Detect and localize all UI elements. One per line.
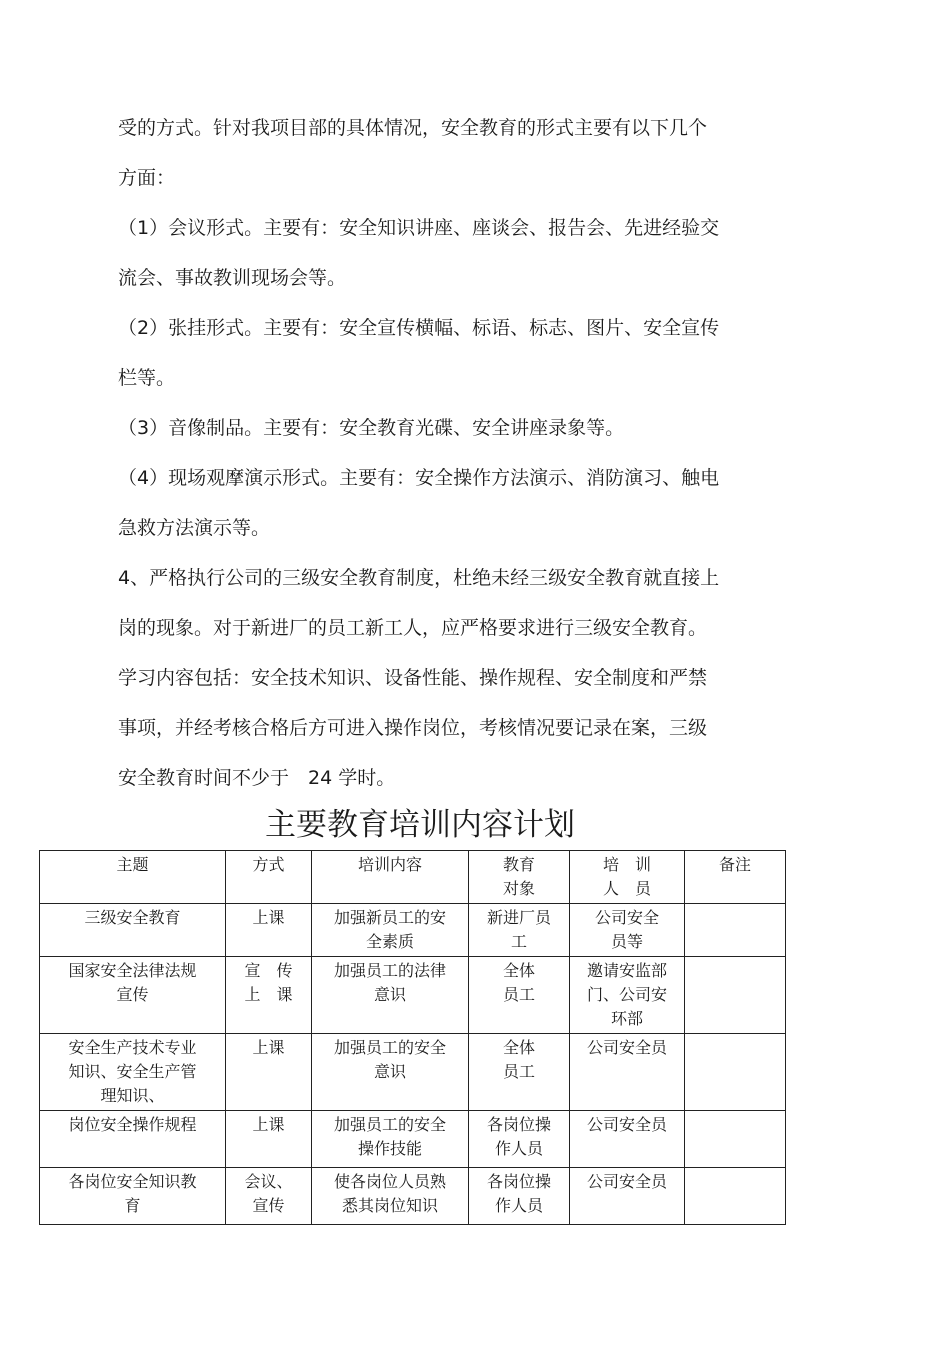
paragraph-line: 受的方式。针对我项目部的具体情况，安全教育的形式主要有以下几个 <box>118 117 708 139</box>
paragraph-line: （2）张挂形式。主要有：安全宣传横幅、标语、标志、图片、安全宣传 <box>118 317 720 339</box>
table-cell <box>685 1168 786 1225</box>
table-cell <box>685 957 786 1034</box>
table-cell: 新进厂员 工 <box>469 904 570 957</box>
paragraph-line: 方面： <box>118 167 176 189</box>
table-cell: 全体 员工 <box>469 1034 570 1111</box>
table-row <box>40 1111 786 1168</box>
table-cell: 加强员工的安全 操作技能 <box>312 1111 469 1168</box>
table-row <box>40 1168 786 1225</box>
table-cell: 各岗位操 作人员 <box>469 1111 570 1168</box>
table-cell: 加强新员工的安 全素质 <box>312 904 469 957</box>
table-cell: 国家安全法律法规 宣传 <box>40 957 226 1034</box>
paragraph-line: 安全教育时间不少于 24 学时。 <box>118 767 396 789</box>
table-header-cell: 培 训 人 员 <box>570 851 685 904</box>
table-cell: 使各岗位人员熟 悉其岗位知识 <box>312 1168 469 1225</box>
table-header-row <box>40 851 786 904</box>
paragraph-line: 4、严格执行公司的三级安全教育制度，杜绝未经三级安全教育就直接上 <box>118 567 720 589</box>
paragraph-line: （4）现场观摩演示形式。主要有：安全操作方法演示、消防演习、触电 <box>118 467 720 489</box>
table-cell <box>685 1111 786 1168</box>
table-cell: 全体 员工 <box>469 957 570 1034</box>
table-row <box>40 957 786 1034</box>
paragraph-line: 事项，并经考核合格后方可进入操作岗位，考核情况要记录在案，三级 <box>118 717 708 739</box>
table-header-cell: 方式 <box>226 851 312 904</box>
table-cell: 公司安全员 <box>570 1111 685 1168</box>
table-cell: 上课 <box>226 1034 312 1111</box>
table-cell: 上课 <box>226 904 312 957</box>
paragraph-line: （3）音像制品。主要有：安全教育光碟、安全讲座录象等。 <box>118 417 625 439</box>
table-cell: 公司安全员 <box>570 1034 685 1111</box>
training-plan-table <box>39 850 786 1225</box>
paragraph-line: 学习内容包括：安全技术知识、设备性能、操作规程、安全制度和严禁 <box>118 667 708 689</box>
table-cell: 宣 传 上 课 <box>226 957 312 1034</box>
table-cell: 公司安全员 <box>570 1168 685 1225</box>
table-cell: 安全生产技术专业 知识、安全生产管 理知识、 <box>40 1034 226 1111</box>
table-cell: 公司安全 员等 <box>570 904 685 957</box>
table-header-cell: 培训内容 <box>312 851 469 904</box>
table-cell: 加强员工的安全 意识 <box>312 1034 469 1111</box>
table-cell: 各岗位操 作人员 <box>469 1168 570 1225</box>
table-cell: 会议、 宣传 <box>226 1168 312 1225</box>
paragraph-line: 流会、事故教训现场会等。 <box>118 267 347 289</box>
table-cell: 各岗位安全知识教 育 <box>40 1168 226 1225</box>
table-header-cell: 主题 <box>40 851 226 904</box>
paragraph-line: 岗的现象。对于新进厂的员工新工人，应严格要求进行三级安全教育。 <box>118 617 708 639</box>
table-header-cell: 备注 <box>685 851 786 904</box>
table-cell: 上课 <box>226 1111 312 1168</box>
table-cell <box>685 1034 786 1111</box>
table-cell: 邀请安监部 门、公司安 环部 <box>570 957 685 1034</box>
paragraph-line: 栏等。 <box>118 367 176 389</box>
table-cell <box>685 904 786 957</box>
table-header-cell: 教育 对象 <box>469 851 570 904</box>
table-cell: 三级安全教育 <box>40 904 226 957</box>
table-row <box>40 904 786 957</box>
paragraph-line: 急救方法演示等。 <box>118 517 271 539</box>
paragraph-line: （1）会议形式。主要有：安全知识讲座、座谈会、报告会、先进经验交 <box>118 217 720 239</box>
table-title: 主要教育培训内容计划 <box>265 807 575 843</box>
table-cell: 岗位安全操作规程 <box>40 1111 226 1168</box>
table-row <box>40 1034 786 1111</box>
table-cell: 加强员工的法律 意识 <box>312 957 469 1034</box>
